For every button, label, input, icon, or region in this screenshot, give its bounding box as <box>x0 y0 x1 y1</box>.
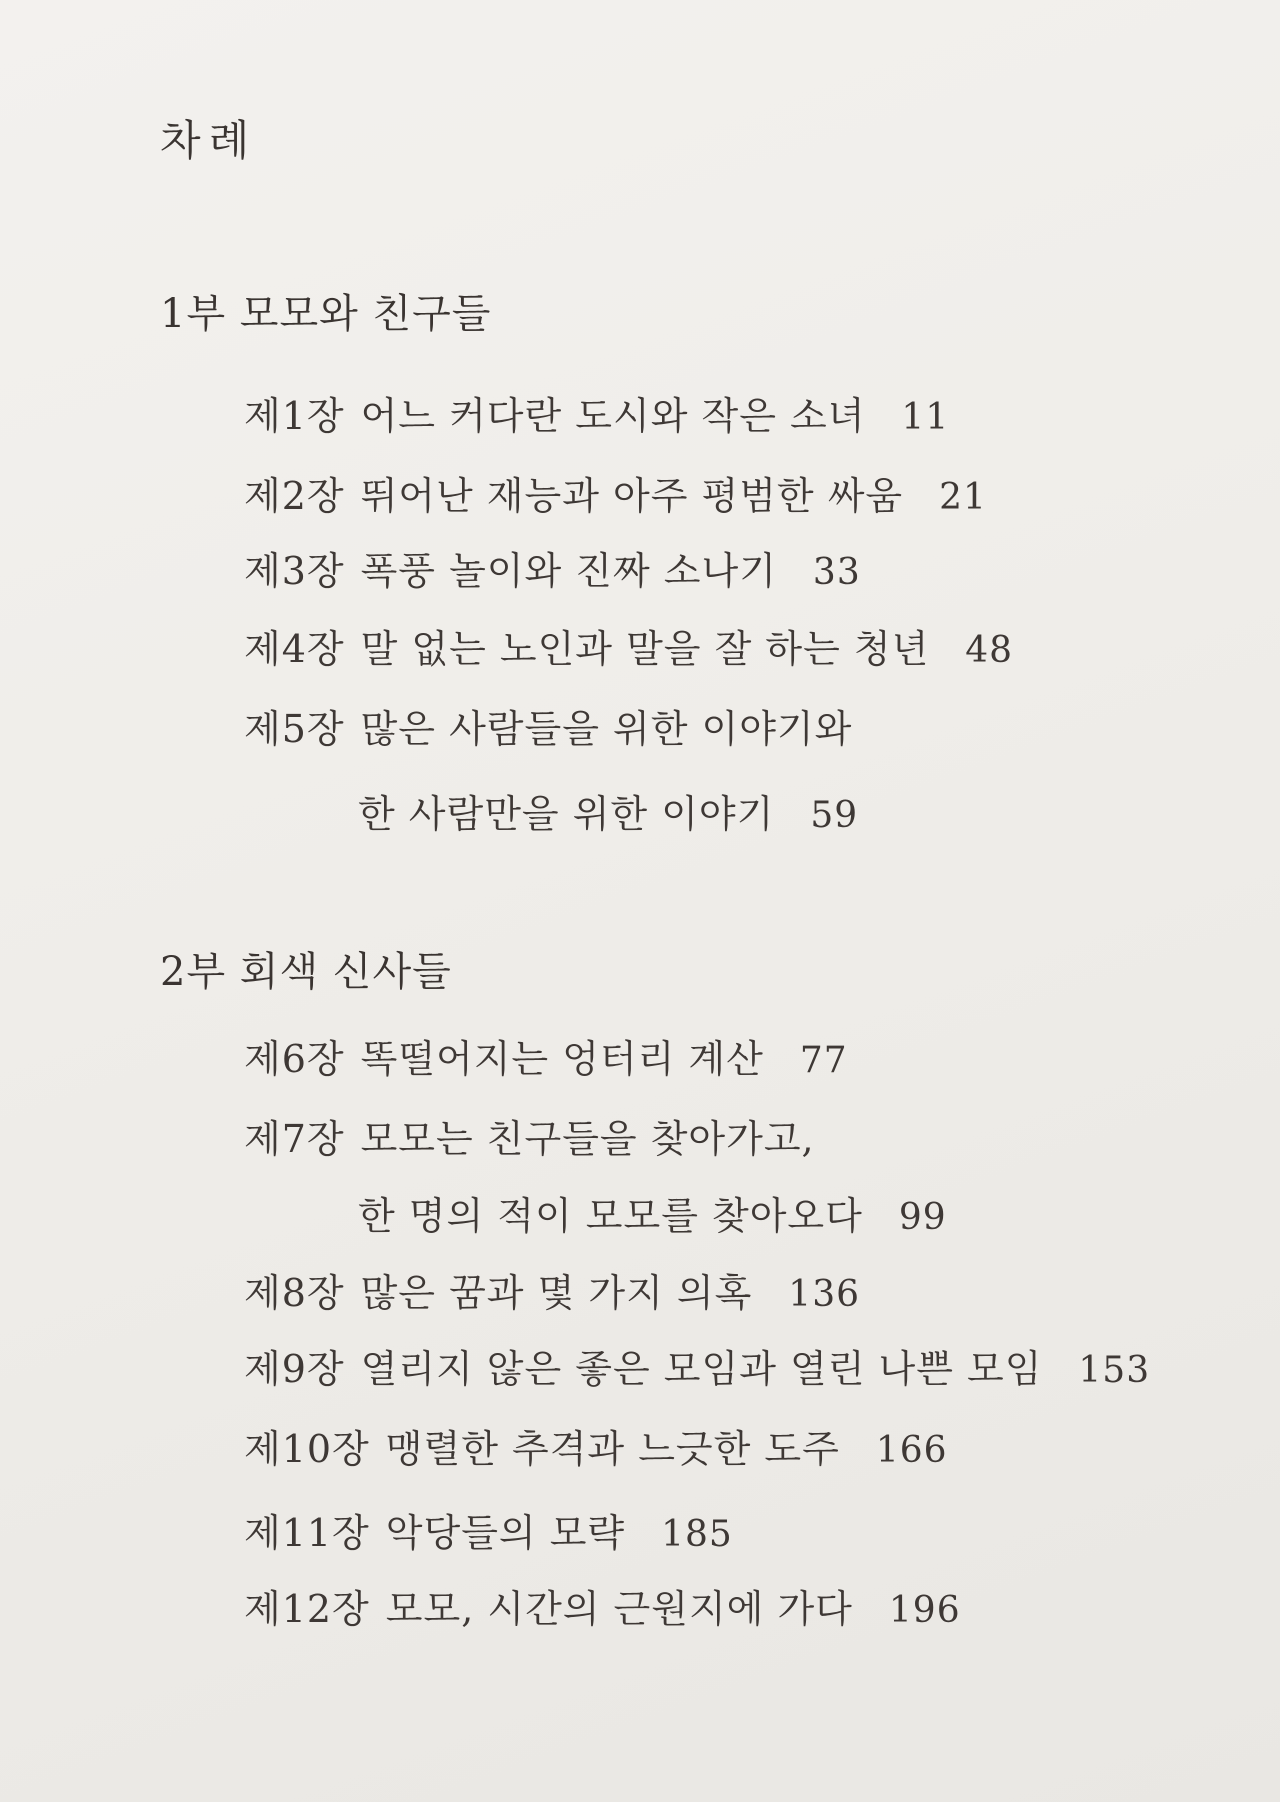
part-1-heading: 1부 모모와 친구들 <box>160 291 492 337</box>
chapter-title: 말 없는 노인과 말을 잘 하는 청년 <box>360 627 930 671</box>
chapter-title: 모모, 시간의 근원지에 가다 <box>385 1587 853 1631</box>
chapter-number: 제6장 <box>244 1037 345 1081</box>
chapter-title: 많은 사람들을 위한 이야기와 <box>360 707 853 751</box>
toc-entry-chapter-12 <box>244 1578 961 1633</box>
chapter-number: 제1장 <box>244 394 345 438</box>
toc-entry-chapter-7 <box>244 1108 815 1163</box>
toc-entry-chapter-3 <box>244 540 861 595</box>
toc-entry-chapter-11 <box>244 1502 733 1557</box>
toc-entry-chapter-5 <box>244 698 852 753</box>
chapter-title: 악당들의 모략 <box>385 1511 626 1555</box>
chapter-page-number: 166 <box>875 1430 948 1471</box>
chapter-number: 제7장 <box>244 1117 345 1161</box>
chapter-title: 많은 꿈과 몇 가지 의혹 <box>360 1271 753 1315</box>
chapter-title: 뛰어난 재능과 아주 평범한 싸움 <box>360 474 904 518</box>
chapter-number: 제12장 <box>244 1587 370 1631</box>
chapter-page-number: 48 <box>965 630 1014 671</box>
chapter-title: 어느 커다란 도시와 작은 소녀 <box>360 394 866 438</box>
chapter-title: 열리지 않은 좋은 모임과 열린 나쁜 모임 <box>360 1347 1043 1391</box>
chapter-page-number: 185 <box>661 1514 733 1555</box>
chapter-title: 맹렬한 추격과 느긋한 도주 <box>385 1427 840 1471</box>
chapter-title: 폭풍 놀이와 진짜 소나기 <box>360 549 777 593</box>
chapter-page-number: 99 <box>898 1197 947 1238</box>
toc-entry-chapter-10 <box>244 1418 948 1473</box>
chapter-page-number: 11 <box>901 397 950 438</box>
chapter-page-number: 33 <box>812 552 861 593</box>
toc-entry-chapter-4 <box>244 618 1013 673</box>
chapter-number: 제3장 <box>244 549 345 593</box>
chapter-page-number: 59 <box>810 795 859 836</box>
toc-entry-chapter-1 <box>244 385 949 440</box>
part-2-heading: 2부 회색 신사들 <box>160 949 452 995</box>
chapter-number: 제10장 <box>244 1427 370 1471</box>
chapter-page-number: 153 <box>1078 1350 1151 1391</box>
chapter-title: 똑떨어지는 엉터리 계산 <box>360 1037 764 1081</box>
chapter-page-number: 136 <box>788 1274 861 1315</box>
toc-entry-chapter-6 <box>244 1028 848 1083</box>
chapter-number: 제8장 <box>244 1271 345 1315</box>
chapter-page-number: 21 <box>939 477 987 518</box>
chapter-title: 모모는 친구들을 찾아가고, <box>360 1117 815 1161</box>
chapter-number: 제2장 <box>244 474 345 518</box>
chapter-number: 제11장 <box>244 1511 370 1555</box>
toc-entry-chapter-9 <box>244 1338 1150 1393</box>
chapter-number: 제5장 <box>244 707 345 751</box>
toc-entry-chapter-5-continuation <box>358 783 858 838</box>
toc-entry-chapter-2 <box>244 465 987 520</box>
chapter-number: 제4장 <box>244 627 345 671</box>
chapter-title-continuation: 한 명의 적이 모모를 찾아오다 <box>358 1194 863 1238</box>
toc-entry-chapter-8 <box>244 1262 860 1317</box>
toc-title: 차례 <box>160 116 258 165</box>
chapter-title-continuation: 한 사람만을 위한 이야기 <box>358 792 775 836</box>
chapter-number: 제9장 <box>244 1347 345 1391</box>
toc-entry-chapter-7-continuation <box>358 1185 947 1240</box>
chapter-page-number: 196 <box>888 1590 961 1631</box>
chapter-page-number: 77 <box>799 1040 848 1081</box>
